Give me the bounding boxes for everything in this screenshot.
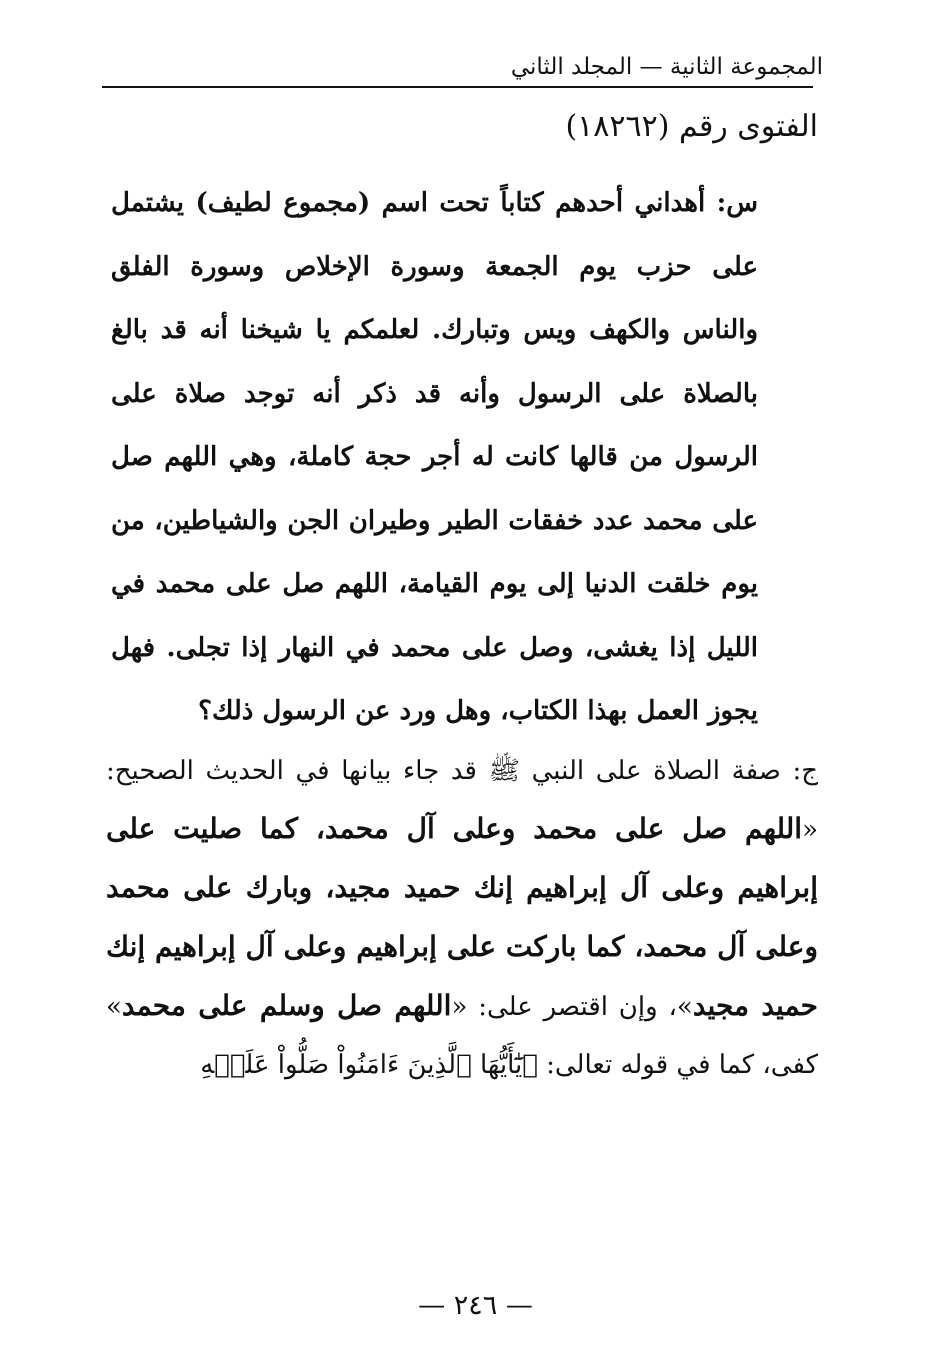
- fatwa-title: الفتوى رقم (١٨٢٦٢): [565, 109, 818, 144]
- running-header: المجموعة الثانية — المجلد الثاني: [510, 54, 823, 80]
- answer-middle: »، وإن اقتصر على: «: [451, 992, 693, 1022]
- header-rule: [102, 86, 813, 88]
- answer-paragraph: [106, 742, 818, 1094]
- page-number: — ٢٤٦ —: [418, 1290, 533, 1321]
- answer-quran-verse: » كفى، كما في قوله تعالى: ﴿يَٰٓأَيُّهَا ٱلَّذِينَ ءَامَنُواْ صَلُّواْ عَلَيۡهِ: [106, 992, 818, 1080]
- question-paragraph: س: أهداني أحدهم كتاباً تحت اسم (مجموع لطيف) يشتمل على حزب يوم الجمعة وسورة الإخلاص وسورة الفلق والناس والكهف ويس وتبارك. لعلمكم يا شيخنا أنه قد بالغ بالصلاة على الرسول وأنه قد ذكر أنه توجد صلاة على الرسول من قالها كانت له أجر حجة كاملة، وهي اللهم صل على محمد عدد خفقات الطير وطيران الجن والشياطين، من يوم خلقت الدنيا إلى يوم القيامة، اللهم صل على محمد في الليل إذا يغشى، وصل على محمد في النهار إذا تجلى. فهل يجوز العمل بهذا الكتاب، وهل ورد عن الرسول ذلك؟: [111, 188, 758, 726]
- short-salat: اللهم صل وسلم على محمد: [121, 989, 452, 1022]
- salat-ibrahimiyya: اللهم صل على محمد وعلى آل محمد، كما صليت على إبراهيم وعلى آل إبراهيم إنك حميد مجيد، وبارك على محمد وعلى آل محمد، كما باركت على إبراهيم وعلى آل إبراهيم إنك حميد مجيد: [106, 812, 818, 1022]
- answer-intro: ج: صفة الصلاة على النبي ﷺ قد جاء بيانها في الحديث الصحيح: «: [106, 756, 818, 845]
